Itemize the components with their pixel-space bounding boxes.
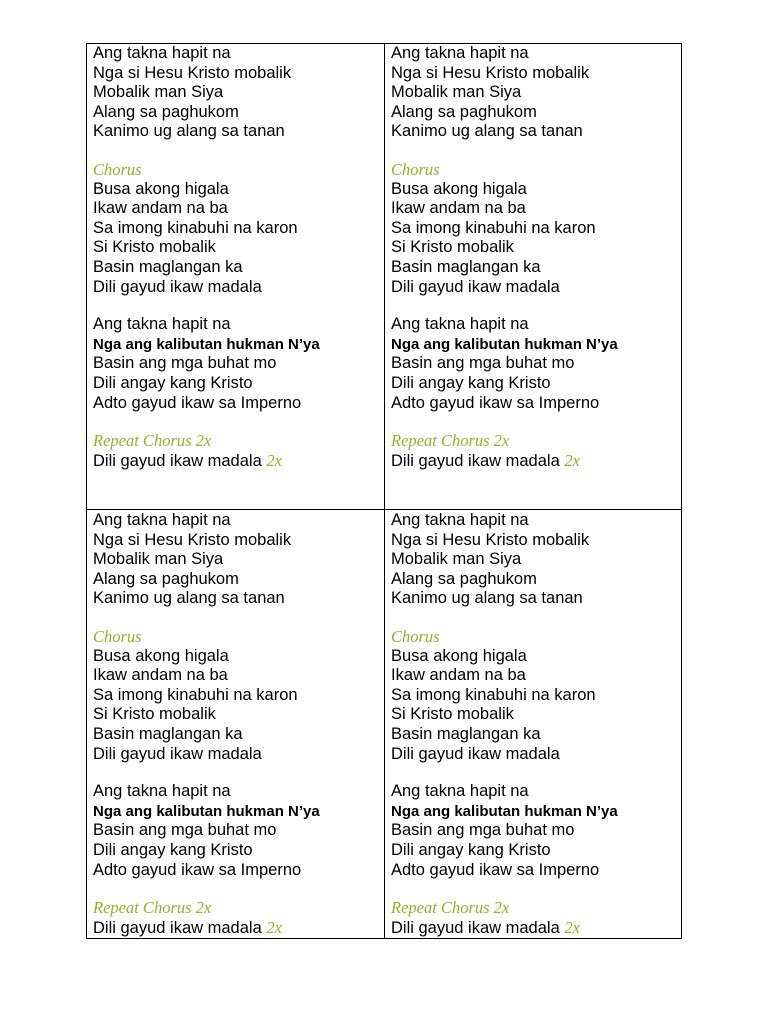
lyric-line: Dili angay kang Kristo [93,373,253,392]
lyric-line: Basin ang mga buhat mo [93,354,277,373]
lyric-line: Dili angay kang Kristo [93,840,253,859]
lyric-line: Basin ang mga buhat mo [391,821,575,840]
lyric-line: Basin maglangan ka [391,257,541,276]
lyric-line: Nga ang kalibutan hukman N’ya [391,335,618,353]
chorus-heading: Chorus [391,626,440,646]
repeat-chorus-heading: Repeat Chorus 2x [93,898,212,918]
lyric-line: Basin maglangan ka [391,724,541,743]
lyric-line: Ang takna hapit na [93,44,231,62]
lyric-line: Basin maglangan ka [93,724,243,743]
lyric-line: Kanimo ug alang sa tanan [93,122,285,141]
ending-suffix: 2x [266,917,282,937]
ending-text: Dili gayud ikaw madala [93,918,262,937]
ending-line [391,451,676,471]
ending-line [391,918,676,938]
lyric-line: Nga si Hesu Kristo mobalik [391,530,590,549]
lyric-line: Dili angay kang Kristo [391,373,551,392]
lyric-line: Dili gayud ikaw madala [391,277,560,296]
stanza-gap [93,413,378,431]
verse-1 [391,44,676,142]
lyric-line: Nga si Hesu Kristo mobalik [93,530,292,549]
lyric-line: Nga ang kalibutan hukman N’ya [391,802,618,820]
stanza-gap [391,609,676,627]
stanza-gap [391,880,676,898]
lyric-line: Mobalik man Siya [391,550,522,569]
lyric-line: Ang takna hapit na [93,315,231,334]
ending-text: Dili gayud ikaw madala [391,451,560,470]
lyric-line: Sa imong kinabuhi na karon [391,685,596,704]
chorus [93,647,378,765]
lyric-line: Si Kristo mobalik [391,705,514,724]
lyric-line: Nga si Hesu Kristo mobalik [93,63,292,82]
lyric-line: Nga ang kalibutan hukman N’ya [93,335,320,353]
lyric-line: Sa imong kinabuhi na karon [93,685,298,704]
lyric-line: Basin ang mga buhat mo [93,821,277,840]
lyric-line: Si Kristo mobalik [391,238,514,257]
lyric-line: Alang sa paghukom [93,569,239,588]
row-divider [86,509,682,510]
lyric-line: Ikaw andam na ba [93,199,228,218]
ending-line [93,918,378,938]
lyric-line: Ang takna hapit na [391,44,529,62]
lyrics-card-bottom-left [93,511,378,937]
verse-1 [391,511,676,609]
lyric-line: Basin ang mga buhat mo [391,354,575,373]
chorus-heading: Chorus [93,159,142,179]
lyric-line: Mobalik man Siya [93,550,224,569]
ending-suffix: 2x [564,450,580,470]
stanza-gap [93,142,378,160]
lyric-line: Alang sa paghukom [391,102,537,121]
lyric-line: Si Kristo mobalik [93,705,216,724]
lyric-line: Ang takna hapit na [391,315,529,334]
lyric-line: Adto gayud ikaw sa Imperno [391,860,600,879]
lyric-line: Busa akong higala [391,179,527,198]
stanza-gap [391,297,676,315]
verse-2 [93,782,378,880]
lyric-line: Dili gayud ikaw madala [93,744,262,763]
stanza-gap [93,880,378,898]
lyric-line: Mobalik man Siya [391,83,522,102]
verse-2 [391,315,676,413]
stanza-gap [391,764,676,782]
ending-text: Dili gayud ikaw madala [391,918,560,937]
verse-2 [391,782,676,880]
lyrics-card-top-left [93,44,378,470]
lyric-line: Kanimo ug alang sa tanan [391,122,583,141]
lyric-line: Busa akong higala [93,646,229,665]
lyric-line: Adto gayud ikaw sa Imperno [93,860,302,879]
stanza-gap [93,297,378,315]
lyric-line: Ang takna hapit na [93,782,231,801]
lyric-line: Nga si Hesu Kristo mobalik [391,63,590,82]
repeat-chorus-heading: Repeat Chorus 2x [391,431,510,451]
lyric-line: Si Kristo mobalik [93,238,216,257]
ending-suffix: 2x [564,917,580,937]
stanza-gap [391,142,676,160]
lyric-line: Kanimo ug alang sa tanan [93,589,285,608]
stanza-gap [93,609,378,627]
stanza-gap [391,413,676,431]
lyric-line: Sa imong kinabuhi na karon [391,218,596,237]
lyric-line: Dili gayud ikaw madala [391,744,560,763]
verse-2 [93,315,378,413]
ending-text: Dili gayud ikaw madala [93,451,262,470]
lyric-line: Ikaw andam na ba [391,199,526,218]
lyric-line: Dili angay kang Kristo [391,840,551,859]
lyric-line: Ang takna hapit na [391,782,529,801]
lyric-line: Busa akong higala [93,179,229,198]
lyric-line: Alang sa paghukom [391,569,537,588]
stanza-gap [93,764,378,782]
ending-suffix: 2x [266,450,282,470]
lyric-line: Adto gayud ikaw sa Imperno [391,393,600,412]
lyric-line: Ikaw andam na ba [93,666,228,685]
repeat-chorus-heading: Repeat Chorus 2x [391,898,510,918]
lyric-line: Ikaw andam na ba [391,666,526,685]
lyric-line: Dili gayud ikaw madala [93,277,262,296]
lyrics-card-top-right [391,44,676,470]
ending-line [93,451,378,471]
verse-1 [93,511,378,609]
column-divider [384,43,385,939]
lyric-line: Mobalik man Siya [93,83,224,102]
repeat-chorus-heading: Repeat Chorus 2x [93,431,212,451]
verse-1 [93,44,378,142]
lyric-line: Adto gayud ikaw sa Imperno [93,393,302,412]
lyric-line: Busa akong higala [391,646,527,665]
chorus [93,180,378,298]
chorus-heading: Chorus [391,159,440,179]
lyric-line: Ang takna hapit na [391,511,529,529]
lyric-line: Alang sa paghukom [93,102,239,121]
lyric-line: Basin maglangan ka [93,257,243,276]
lyric-line: Nga ang kalibutan hukman N’ya [93,802,320,820]
lyric-line: Sa imong kinabuhi na karon [93,218,298,237]
lyric-line: Kanimo ug alang sa tanan [391,589,583,608]
chorus-heading: Chorus [93,626,142,646]
lyric-line: Ang takna hapit na [93,511,231,529]
chorus [391,180,676,298]
chorus [391,647,676,765]
lyrics-card-bottom-right [391,511,676,937]
